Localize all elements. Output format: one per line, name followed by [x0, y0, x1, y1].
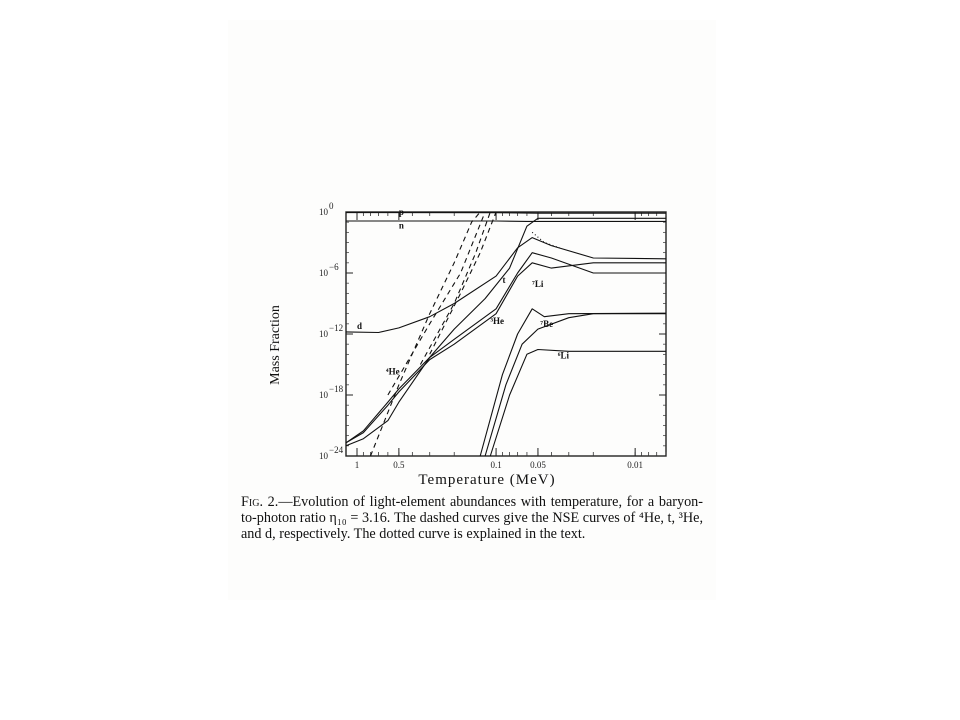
series-li-solid	[490, 350, 666, 457]
x-tick-label: 0.1	[490, 460, 502, 470]
x-tick-label: 1	[354, 460, 360, 470]
series-p-solid	[346, 213, 666, 214]
series-li-solid	[480, 309, 666, 456]
series-t-nse-dashed	[420, 212, 490, 365]
series-he-solid	[346, 218, 666, 445]
y-tick-label: 10	[319, 207, 328, 217]
x-axis-title: Temperature (MeV)	[418, 472, 556, 488]
y-tick-exponent: −24	[329, 445, 344, 455]
curve-label: t	[502, 275, 506, 286]
y-tick-exponent: −6	[329, 262, 339, 272]
curve-label: ⁶Li	[557, 350, 569, 361]
x-tick-label: 0.05	[530, 460, 546, 470]
curve-label: ⁷Be	[540, 318, 554, 329]
curve-label: ⁴He	[385, 366, 400, 377]
figure-caption	[241, 494, 703, 542]
curve-label: n	[398, 220, 404, 231]
series-he-solid	[346, 263, 666, 443]
y-tick-exponent: 0	[329, 201, 334, 211]
y-tick-exponent: −18	[329, 384, 344, 394]
y-axis-title: Mass Fraction	[268, 305, 283, 385]
plot-frame	[346, 212, 666, 456]
y-tick-label: 10	[319, 451, 328, 461]
series-d-nse-dashed	[385, 212, 485, 395]
caption-text: —Evolution of light-element abundances with temperature, for a baryon-to-photon ratio η₁₀ = 3.16. The dashed curves give the NSE curves of ⁴He, t, ³He, and d, respectively. The dotted curve is explained in the text.	[241, 494, 703, 542]
y-tick-exponent: −12	[329, 323, 344, 333]
x-tick-label: 0.5	[393, 460, 405, 470]
y-tick-label: 10	[319, 268, 328, 278]
y-tick-label: 10	[319, 329, 328, 339]
caption-label: Fig. 2.	[241, 494, 279, 510]
series-he-nse-dashed	[371, 212, 481, 456]
y-tick-label: 10	[319, 390, 328, 400]
curve-label: ⁷Li	[532, 279, 544, 290]
curve-label: ³He	[490, 315, 505, 326]
series-d-solid	[346, 238, 666, 333]
curve-label: d	[357, 321, 363, 332]
series-t-solid	[346, 253, 666, 443]
curve-label: p	[398, 207, 404, 218]
series-dotted-dotted	[532, 232, 559, 248]
x-tick-label: 0.01	[627, 460, 644, 470]
series-be-solid	[485, 314, 666, 456]
